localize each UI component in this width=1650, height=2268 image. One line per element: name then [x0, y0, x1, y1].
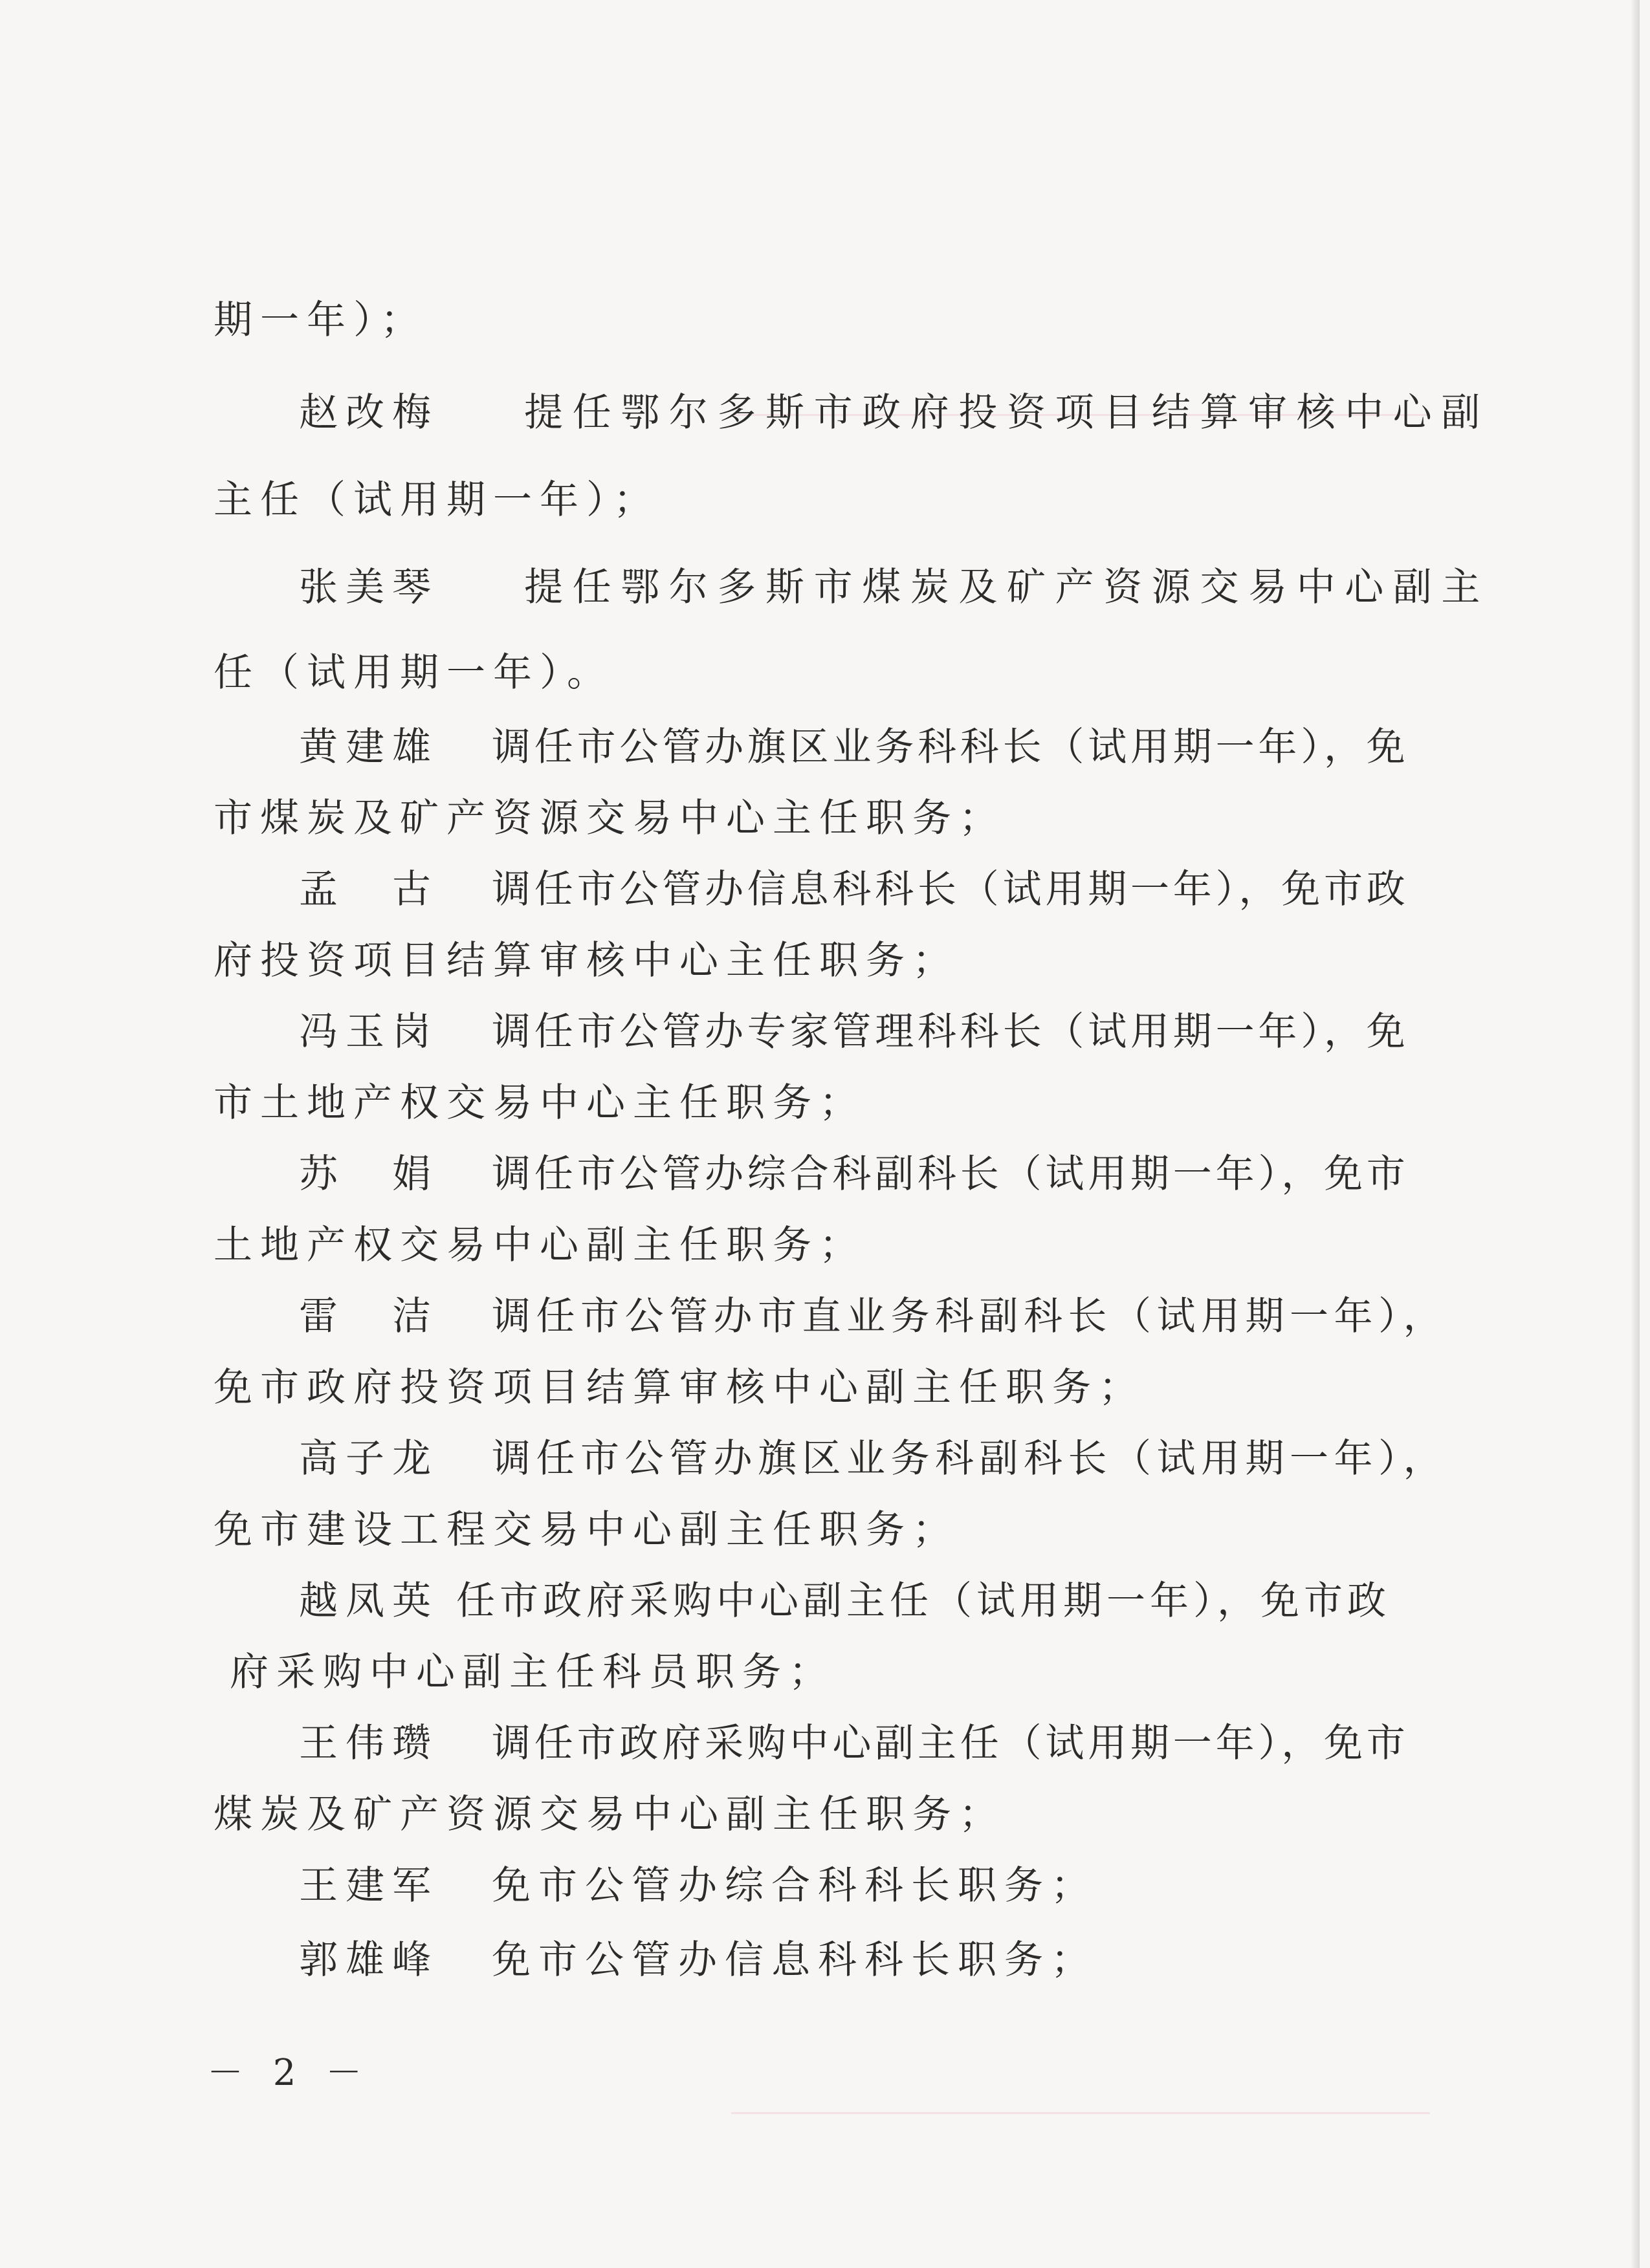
text-line: 市土地产权交易中心主任职务；	[214, 1080, 866, 1126]
text-line: 土地产权交易中心副主任职务；	[214, 1223, 866, 1268]
person-name: 王建军	[299, 1863, 439, 1908]
text-line: 调任市公管办综合科副科长（试用期一年），免市	[492, 1151, 1409, 1197]
person-name: 郭雄峰	[299, 1937, 439, 1983]
text-line: 任市政府采购中心副主任（试用期一年），免市政	[456, 1578, 1391, 1624]
text-line: 任（试用期一年）。	[214, 650, 613, 695]
right-edge-shadow	[1631, 0, 1640, 2268]
text-line: 调任市公管办信息科科长（试用期一年），免市政	[492, 867, 1409, 912]
person-name: 赵改梅	[299, 390, 439, 435]
text-line: 调任市政府采购中心副主任（试用期一年），免市	[492, 1721, 1409, 1766]
person-name: 越凤英	[299, 1578, 439, 1624]
text-line: 煤炭及矿产资源交易中心副主任职务；	[214, 1792, 1006, 1837]
text-line: 免市政府投资项目结算审核中心副主任职务；	[214, 1365, 1145, 1410]
text-line: 提任鄂尔多斯市政府投资项目结算审核中心副	[524, 390, 1490, 435]
text-line: 调任市公管办旗区业务科科长（试用期一年），免	[492, 725, 1409, 770]
text-line: 主任（试用期一年）；	[214, 477, 660, 523]
show-through-rule-bottom	[731, 2112, 1430, 2114]
text-line: 调任市公管办旗区业务科副科长（试用期一年），	[492, 1436, 1447, 1481]
person-name: 苏 娟	[299, 1151, 439, 1197]
text-line: 府投资项目结算审核中心主任职务；	[214, 938, 959, 983]
page-number: － 2 －	[207, 2052, 371, 2094]
text-line: 市煤炭及矿产资源交易中心主任职务；	[214, 796, 1006, 841]
person-name: 雷 洁	[299, 1294, 439, 1339]
person-name: 张美琴	[299, 565, 439, 610]
text-line: 免市公管办信息科科长职务；	[492, 1937, 1097, 1983]
text-line: 调任市公管办市直业务科副科长（试用期一年），	[492, 1294, 1447, 1339]
text-line: 调任市公管办专家管理科科长（试用期一年），免	[492, 1009, 1409, 1054]
text-line: 免市建设工程交易中心副主任职务；	[214, 1507, 959, 1553]
person-name: 孟 古	[299, 867, 439, 912]
person-name: 王伟瓒	[299, 1721, 439, 1766]
person-name: 高子龙	[299, 1436, 439, 1481]
text-line: 府采购中心副主任科员职务；	[230, 1650, 835, 1695]
person-name: 黄建雄	[299, 725, 439, 770]
text-line: 期一年）；	[214, 298, 427, 343]
person-name: 冯玉岗	[299, 1009, 439, 1054]
text-line: 免市公管办综合科科长职务；	[492, 1863, 1097, 1908]
text-line: 提任鄂尔多斯市煤炭及矿产资源交易中心副主	[524, 565, 1490, 610]
